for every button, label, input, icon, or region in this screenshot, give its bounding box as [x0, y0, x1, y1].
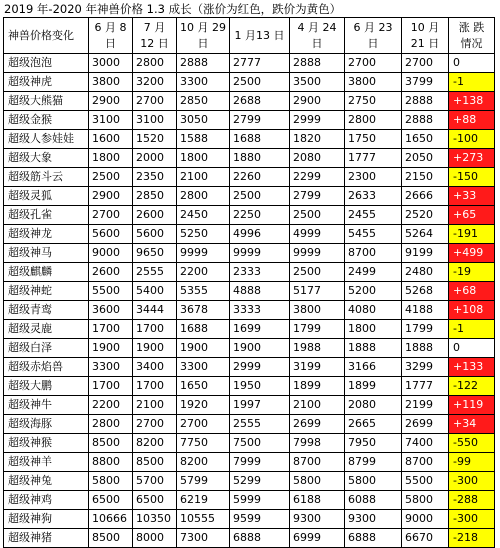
pet-name: 超级白泽	[4, 339, 89, 358]
change-cell: -550	[449, 434, 495, 453]
header-name: 神兽价格变化	[4, 18, 89, 54]
pet-name: 超级神牛	[4, 396, 89, 415]
price-cell: 2888	[402, 111, 449, 130]
change-cell: +68	[449, 282, 495, 301]
page-title: 2019 年-2020 年神兽价格 1.3 成长（涨价为红色，跌价为黄色）	[4, 2, 342, 16]
price-cell: 1888	[345, 339, 402, 358]
change-cell: +499	[449, 244, 495, 263]
price-cell: 3166	[345, 358, 402, 377]
price-cell: 9650	[133, 244, 177, 263]
price-cell: 1699	[230, 320, 290, 339]
change-cell: -1	[449, 73, 495, 92]
price-cell: 5800	[402, 491, 449, 510]
price-cell: 3800	[345, 73, 402, 92]
price-cell: 1880	[230, 149, 290, 168]
price-cell: 9000	[402, 510, 449, 529]
price-cell: 2050	[402, 149, 449, 168]
price-cell: 2700	[402, 54, 449, 73]
price-cell: 6888	[230, 529, 290, 548]
price-cell: 5299	[230, 472, 290, 491]
price-cell: 1650	[402, 130, 449, 149]
pet-name: 超级神猪	[4, 529, 89, 548]
price-cell: 5799	[177, 472, 230, 491]
price-cell: 5400	[133, 282, 177, 301]
pet-name: 超级灵狐	[4, 187, 89, 206]
price-cell: 2000	[133, 149, 177, 168]
price-cell: 9300	[345, 510, 402, 529]
price-cell: 2800	[345, 111, 402, 130]
price-cell: 2500	[230, 73, 290, 92]
price-cell: 2500	[290, 206, 345, 225]
pet-name: 超级泡泡	[4, 54, 89, 73]
pet-name: 超级赤焰兽	[4, 358, 89, 377]
price-cell: 2350	[133, 168, 177, 187]
change-cell: +108	[449, 301, 495, 320]
price-cell: 3600	[89, 301, 133, 320]
price-cell: 3199	[290, 358, 345, 377]
price-cell: 5600	[89, 225, 133, 244]
price-cell: 7999	[230, 453, 290, 472]
price-cell: 2100	[133, 396, 177, 415]
price-cell: 7950	[345, 434, 402, 453]
price-cell: 1700	[89, 320, 133, 339]
pet-name: 超级神兔	[4, 472, 89, 491]
price-cell: 7400	[402, 434, 449, 453]
pet-name: 超级神狗	[4, 510, 89, 529]
change-cell: -150	[449, 168, 495, 187]
price-cell: 5268	[402, 282, 449, 301]
price-cell: 2555	[133, 263, 177, 282]
price-cell: 2888	[290, 54, 345, 73]
price-cell: 2800	[177, 187, 230, 206]
price-cell: 2520	[402, 206, 449, 225]
price-cell: 1899	[290, 377, 345, 396]
table-row	[4, 320, 495, 339]
price-cell: 1700	[133, 377, 177, 396]
price-cell: 3050	[177, 111, 230, 130]
price-cell: 9199	[402, 244, 449, 263]
table-row	[4, 491, 495, 510]
price-cell: 1520	[133, 130, 177, 149]
price-cell: 6219	[177, 491, 230, 510]
table-row	[4, 206, 495, 225]
price-cell: 4999	[290, 225, 345, 244]
price-cell: 1950	[230, 377, 290, 396]
price-table	[3, 17, 495, 548]
change-cell: +133	[449, 358, 495, 377]
change-cell: -122	[449, 377, 495, 396]
change-cell: 0	[449, 339, 495, 358]
pet-name: 超级大鹏	[4, 377, 89, 396]
price-cell: 6500	[89, 491, 133, 510]
price-cell: 3799	[402, 73, 449, 92]
price-cell: 1750	[345, 130, 402, 149]
price-cell: 2888	[402, 92, 449, 111]
pet-name: 超级神马	[4, 244, 89, 263]
price-cell: 2455	[345, 206, 402, 225]
price-cell: 9999	[290, 244, 345, 263]
price-cell: 7750	[177, 434, 230, 453]
price-cell: 2450	[177, 206, 230, 225]
price-cell: 2600	[89, 263, 133, 282]
price-cell: 2080	[345, 396, 402, 415]
price-cell: 1820	[290, 130, 345, 149]
price-cell: 2333	[230, 263, 290, 282]
table-row	[4, 472, 495, 491]
price-cell: 2250	[230, 206, 290, 225]
price-cell: 2260	[230, 168, 290, 187]
price-cell: 2799	[290, 187, 345, 206]
price-cell: 3678	[177, 301, 230, 320]
header-row	[4, 18, 495, 54]
price-cell: 1900	[133, 339, 177, 358]
table-row	[4, 434, 495, 453]
price-cell: 2999	[290, 111, 345, 130]
price-cell: 3300	[89, 358, 133, 377]
price-cell: 2700	[133, 92, 177, 111]
price-cell: 2100	[177, 168, 230, 187]
price-cell: 1900	[177, 339, 230, 358]
price-cell: 2633	[345, 187, 402, 206]
price-cell: 2199	[402, 396, 449, 415]
price-cell: 2700	[177, 415, 230, 434]
change-cell: +119	[449, 396, 495, 415]
price-cell: 2750	[345, 92, 402, 111]
change-cell: -300	[449, 472, 495, 491]
price-cell: 1988	[290, 339, 345, 358]
price-cell: 1899	[345, 377, 402, 396]
price-cell: 8700	[290, 453, 345, 472]
price-cell: 8799	[345, 453, 402, 472]
price-cell: 1688	[230, 130, 290, 149]
price-cell: 1600	[89, 130, 133, 149]
price-cell: 5250	[177, 225, 230, 244]
price-cell: 3444	[133, 301, 177, 320]
table-row	[4, 529, 495, 548]
price-cell: 3333	[230, 301, 290, 320]
price-cell: 6670	[402, 529, 449, 548]
pet-name: 超级神蛇	[4, 282, 89, 301]
price-cell: 2900	[290, 92, 345, 111]
price-cell: 8800	[89, 453, 133, 472]
pet-name: 超级人参娃娃	[4, 130, 89, 149]
pet-name: 超级孔雀	[4, 206, 89, 225]
price-cell: 1799	[290, 320, 345, 339]
price-cell: 1900	[230, 339, 290, 358]
header-date: 10 月 29 日	[177, 18, 230, 54]
price-cell: 8200	[133, 434, 177, 453]
price-cell: 1588	[177, 130, 230, 149]
price-cell: 2800	[89, 415, 133, 434]
price-cell: 1900	[89, 339, 133, 358]
pet-name: 超级金猴	[4, 111, 89, 130]
price-cell: 10555	[177, 510, 230, 529]
price-cell: 8200	[177, 453, 230, 472]
table-row	[4, 510, 495, 529]
pet-name: 超级神羊	[4, 453, 89, 472]
price-cell: 2499	[345, 263, 402, 282]
price-cell: 2600	[133, 206, 177, 225]
price-cell: 9300	[290, 510, 345, 529]
table-row	[4, 225, 495, 244]
price-cell: 2150	[402, 168, 449, 187]
price-cell: 2100	[290, 396, 345, 415]
price-cell: 2777	[230, 54, 290, 73]
table-row	[4, 301, 495, 320]
price-cell: 2999	[230, 358, 290, 377]
price-cell: 3100	[133, 111, 177, 130]
price-cell: 5800	[345, 472, 402, 491]
pet-name: 超级神鸡	[4, 491, 89, 510]
header-change: 涨 跌 情况	[449, 18, 495, 54]
price-cell: 7300	[177, 529, 230, 548]
price-cell: 3200	[133, 73, 177, 92]
change-cell: +33	[449, 187, 495, 206]
header-date: 10 月21 日	[402, 18, 449, 54]
price-cell: 3300	[177, 358, 230, 377]
change-cell: +65	[449, 206, 495, 225]
change-cell: -100	[449, 130, 495, 149]
price-cell: 2699	[290, 415, 345, 434]
table-row	[4, 168, 495, 187]
table-row	[4, 263, 495, 282]
price-cell: 5355	[177, 282, 230, 301]
price-cell: 2480	[402, 263, 449, 282]
change-cell: +138	[449, 92, 495, 111]
price-cell: 6888	[345, 529, 402, 548]
price-cell: 2666	[402, 187, 449, 206]
pet-name: 超级大象	[4, 149, 89, 168]
price-cell: 2555	[230, 415, 290, 434]
pet-name: 超级筋斗云	[4, 168, 89, 187]
price-cell: 5800	[89, 472, 133, 491]
change-cell: -99	[449, 453, 495, 472]
table-row	[4, 244, 495, 263]
change-cell: +273	[449, 149, 495, 168]
price-cell: 2699	[402, 415, 449, 434]
price-cell: 3800	[89, 73, 133, 92]
price-cell: 7998	[290, 434, 345, 453]
price-cell: 8500	[133, 453, 177, 472]
header-date: 4 月 24 日	[290, 18, 345, 54]
price-cell: 9999	[230, 244, 290, 263]
price-cell: 1799	[402, 320, 449, 339]
price-cell: 7500	[230, 434, 290, 453]
price-cell: 1777	[345, 149, 402, 168]
change-cell: +88	[449, 111, 495, 130]
table-row	[4, 415, 495, 434]
pet-name: 超级神龙	[4, 225, 89, 244]
price-cell: 2200	[177, 263, 230, 282]
pet-name: 超级麒麟	[4, 263, 89, 282]
change-cell: -191	[449, 225, 495, 244]
price-cell: 3100	[89, 111, 133, 130]
table-row	[4, 339, 495, 358]
price-cell: 2300	[345, 168, 402, 187]
price-cell: 2700	[345, 54, 402, 73]
header-date: 6 月 8 日	[89, 18, 133, 54]
price-cell: 4996	[230, 225, 290, 244]
price-cell: 1997	[230, 396, 290, 415]
table-row	[4, 282, 495, 301]
price-cell: 4188	[402, 301, 449, 320]
price-cell: 2665	[345, 415, 402, 434]
change-cell: 0	[449, 54, 495, 73]
price-cell: 2888	[177, 54, 230, 73]
price-cell: 5700	[133, 472, 177, 491]
price-cell: 1777	[402, 377, 449, 396]
price-cell: 3400	[133, 358, 177, 377]
change-cell: -218	[449, 529, 495, 548]
table-body	[4, 54, 495, 548]
table-row	[4, 73, 495, 92]
table-row	[4, 54, 495, 73]
price-cell: 5800	[290, 472, 345, 491]
table-row	[4, 377, 495, 396]
price-cell: 2080	[290, 149, 345, 168]
price-cell: 2800	[133, 54, 177, 73]
price-cell: 2900	[89, 187, 133, 206]
header-date: 6 月 23 日	[345, 18, 402, 54]
price-cell: 4888	[230, 282, 290, 301]
price-cell: 1800	[345, 320, 402, 339]
pet-name: 超级大熊猫	[4, 92, 89, 111]
table-row	[4, 396, 495, 415]
price-cell: 2850	[133, 187, 177, 206]
price-cell: 5999	[230, 491, 290, 510]
change-cell: -1	[449, 320, 495, 339]
price-cell: 9000	[89, 244, 133, 263]
price-cell: 9599	[230, 510, 290, 529]
price-cell: 1700	[133, 320, 177, 339]
table-row	[4, 130, 495, 149]
price-cell: 8700	[402, 453, 449, 472]
price-cell: 1800	[89, 149, 133, 168]
price-cell: 2850	[177, 92, 230, 111]
table-row	[4, 111, 495, 130]
price-cell: 1920	[177, 396, 230, 415]
price-cell: 2500	[89, 168, 133, 187]
price-cell: 3500	[290, 73, 345, 92]
table-row	[4, 149, 495, 168]
price-cell: 5500	[89, 282, 133, 301]
price-cell: 3300	[177, 73, 230, 92]
price-cell: 8500	[89, 434, 133, 453]
price-cell: 2500	[230, 187, 290, 206]
price-cell: 5177	[290, 282, 345, 301]
price-cell: 2700	[133, 415, 177, 434]
price-cell: 2500	[290, 263, 345, 282]
price-cell: 8700	[345, 244, 402, 263]
price-cell: 5455	[345, 225, 402, 244]
pet-name: 超级神猴	[4, 434, 89, 453]
price-cell: 1650	[177, 377, 230, 396]
table-row	[4, 453, 495, 472]
price-cell: 5200	[345, 282, 402, 301]
header-date: 1 月13 日	[230, 18, 290, 54]
price-cell: 3000	[89, 54, 133, 73]
price-cell: 2799	[230, 111, 290, 130]
price-cell: 3800	[290, 301, 345, 320]
price-cell: 5264	[402, 225, 449, 244]
price-cell: 6088	[345, 491, 402, 510]
price-cell: 6500	[133, 491, 177, 510]
price-cell: 5600	[133, 225, 177, 244]
change-cell: -300	[449, 510, 495, 529]
change-cell: -288	[449, 491, 495, 510]
price-cell: 2700	[89, 206, 133, 225]
price-cell: 8500	[89, 529, 133, 548]
table-row	[4, 187, 495, 206]
price-cell: 10666	[89, 510, 133, 529]
pet-name: 超级海豚	[4, 415, 89, 434]
price-cell: 1800	[177, 149, 230, 168]
change-cell: -19	[449, 263, 495, 282]
price-cell: 4080	[345, 301, 402, 320]
price-cell: 8000	[133, 529, 177, 548]
table-row	[4, 358, 495, 377]
price-cell: 1688	[177, 320, 230, 339]
price-cell: 6999	[290, 529, 345, 548]
price-cell: 3299	[402, 358, 449, 377]
price-cell: 10350	[133, 510, 177, 529]
price-cell: 2900	[89, 92, 133, 111]
pet-name: 超级青鸾	[4, 301, 89, 320]
price-cell: 9999	[177, 244, 230, 263]
change-cell: +34	[449, 415, 495, 434]
price-cell: 2299	[290, 168, 345, 187]
pet-name: 超级灵鹿	[4, 320, 89, 339]
price-cell: 1888	[402, 339, 449, 358]
price-cell: 2688	[230, 92, 290, 111]
pet-name: 超级神虎	[4, 73, 89, 92]
table-row	[4, 92, 495, 111]
header-date: 7 月 12 日	[133, 18, 177, 54]
price-cell: 2200	[89, 396, 133, 415]
price-cell: 5500	[402, 472, 449, 491]
price-cell: 1700	[89, 377, 133, 396]
price-cell: 6188	[290, 491, 345, 510]
